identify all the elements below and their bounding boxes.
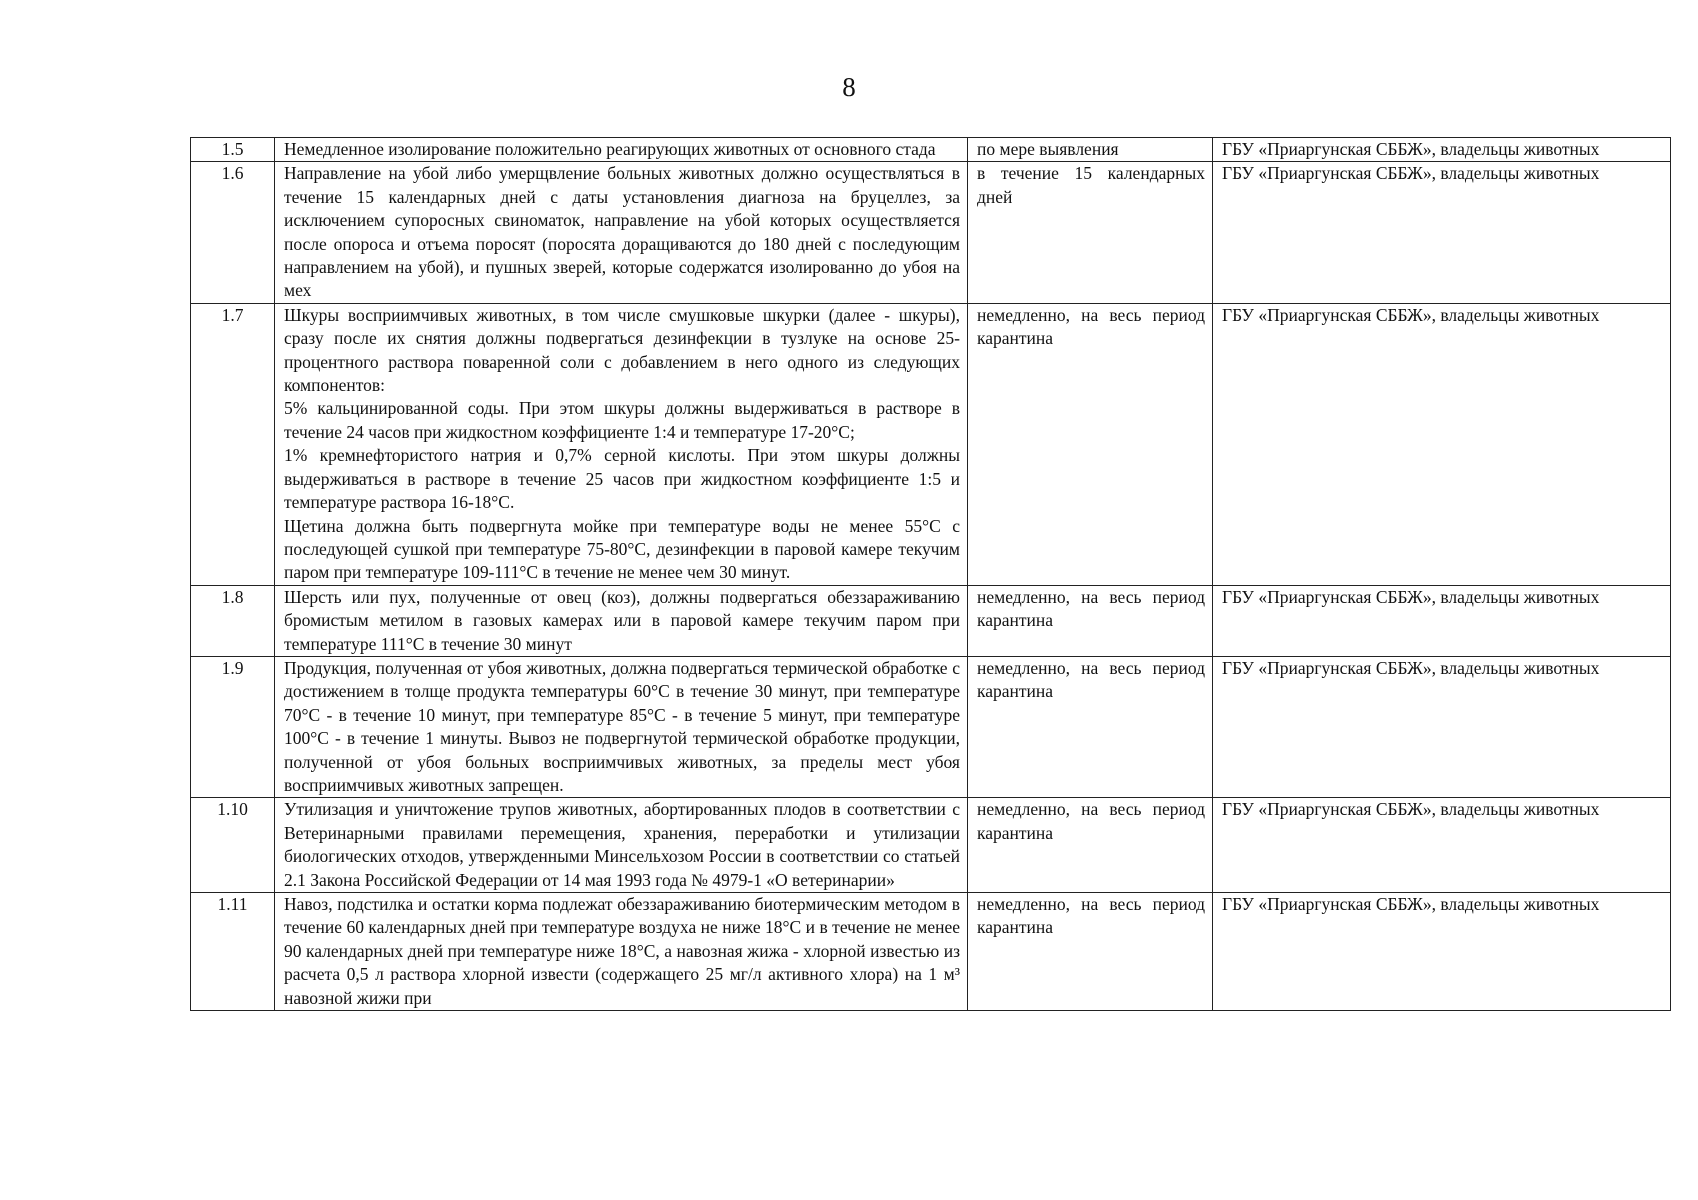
measure-description <box>275 893 968 1011</box>
measure-deadline: по мере выявления <box>968 138 1213 162</box>
table-row <box>191 656 1671 797</box>
table-row <box>191 585 1671 656</box>
description-paragraph: Утилизация и уничтожение трупов животных, абортированных плодов в соответствии с Ветеринарными правилами перемещения, хранения, переработки и утилизации биологических отходов, утвержденными Минсельхозом России в соответствии со статьей 2.1 Закона Российской Федерации от 14 мая 1993 года № 4979-1 «О ветеринарии» <box>284 799 960 890</box>
measure-description <box>275 138 968 162</box>
description-paragraph: Направление на убой либо умерщвление больных животных должно осуществляться в течение 15 календарных дней с даты установления диагноза на бруцеллез, за исключением супоросных свиноматок, направление на убой которых осуществляется после опороса и отъема поросят (поросята доращиваются до 180 дней с последующим направлением на убой), и пушных зверей, которые содержатся изолированно до убоя на мех <box>284 163 960 301</box>
measure-deadline: немедленно, на весь период карантина <box>968 798 1213 893</box>
measure-deadline: в течение 15 календарных дней <box>968 162 1213 303</box>
table-row <box>191 138 1671 162</box>
description-paragraph: Навоз, подстилка и остатки корма подлежат обеззараживанию биотермическим методом в течение 60 календарных дней при температуре воздуха не ниже 18°С и в течение не менее 90 календарных дней при температуре ниже 18°С, а навозная жижа - хлорной известью из расчета 0,5 л раствора хлорной извести (содержащего 25 мг/л активного хлора) на 1 м³ навозной жижи при <box>284 894 960 1008</box>
item-number: 1.10 <box>191 798 275 893</box>
measure-executor: ГБУ «Приаргунская СББЖ», владельцы животных <box>1213 162 1671 303</box>
measure-deadline: немедленно, на весь период карантина <box>968 893 1213 1011</box>
measure-executor: ГБУ «Приаргунская СББЖ», владельцы животных <box>1213 585 1671 656</box>
description-paragraph: Щетина должна быть подвергнута мойке при температуре воды не менее 55°С с последующей сушкой при температуре 75-80°С, дезинфекции в паровой камере текучим паром при температуре 109-111°С в течение не менее чем 30 минут. <box>284 515 960 583</box>
item-number: 1.9 <box>191 656 275 797</box>
item-number: 1.11 <box>191 893 275 1011</box>
measure-executor: ГБУ «Приаргунская СББЖ», владельцы животных <box>1213 138 1671 162</box>
measure-deadline: немедленно, на весь период карантина <box>968 585 1213 656</box>
table-row <box>191 893 1671 1011</box>
item-number: 1.6 <box>191 162 275 303</box>
description-paragraph: Шкуры восприимчивых животных, в том числе смушковые шкурки (далее - шкуры), сразу после их снятия должны подвергаться дезинфекции в тузлуке на основе 25-процентного раствора поваренной соли с добавлением в него одного из следующих компонентов: <box>284 304 960 396</box>
measure-executor: ГБУ «Приаргунская СББЖ», владельцы животных <box>1213 893 1671 1011</box>
table-row <box>191 303 1671 585</box>
description-paragraph: Немедленное изолирование положительно реагирующих животных от основного стада <box>284 139 936 159</box>
measure-deadline: немедленно, на весь период карантина <box>968 656 1213 797</box>
table-row <box>191 798 1671 893</box>
measure-description <box>275 162 968 303</box>
page-number: 8 <box>842 72 856 102</box>
measure-description <box>275 798 968 893</box>
item-number: 1.5 <box>191 138 275 162</box>
measure-description <box>275 303 968 585</box>
description-paragraph: 5% кальцинированной соды. При этом шкуры должны выдерживаться в растворе в течение 24 часов при жидкостном коэффициенте 1:4 и температуре 17-20°С; <box>284 398 960 442</box>
measure-executor: ГБУ «Приаргунская СББЖ», владельцы животных <box>1213 303 1671 585</box>
description-paragraph: Шерсть или пух, полученные от овец (коз), должны подвергаться обеззараживанию бромистым метилом в газовых камерах или в паровой камере текучим паром при температуре 111°С в течение 30 минут <box>284 586 960 654</box>
measure-description <box>275 585 968 656</box>
measure-deadline: немедленно, на весь период карантина <box>968 303 1213 585</box>
description-paragraph: 1% кремнефтористого натрия и 0,7% серной кислоты. При этом шкуры должны выдерживаться в растворе в течение 25 часов при жидкостном коэффициенте 1:5 и температуре раствора 16-18°С. <box>284 445 960 513</box>
measures-table <box>190 137 1671 1011</box>
table-row <box>191 162 1671 303</box>
measure-executor: ГБУ «Приаргунская СББЖ», владельцы животных <box>1213 798 1671 893</box>
measure-description <box>275 656 968 797</box>
table-body <box>191 138 1671 1011</box>
description-paragraph: Продукция, полученная от убоя животных, должна подвергаться термической обработке с достижением в толще продукта температуры 60°С в течение 30 минут, при температуре 70°С - в течение 10 минут, при температуре 85°С - в течение 5 минут, при температуре 100°С - в течение 1 минуты. Вывоз не подвергнутой термической обработке продукции, полученной от убоя больных восприимчивых животных, за пределы мест убоя восприимчивых животных запрещен. <box>284 657 960 795</box>
measure-executor: ГБУ «Приаргунская СББЖ», владельцы животных <box>1213 656 1671 797</box>
item-number: 1.7 <box>191 303 275 585</box>
item-number: 1.8 <box>191 585 275 656</box>
